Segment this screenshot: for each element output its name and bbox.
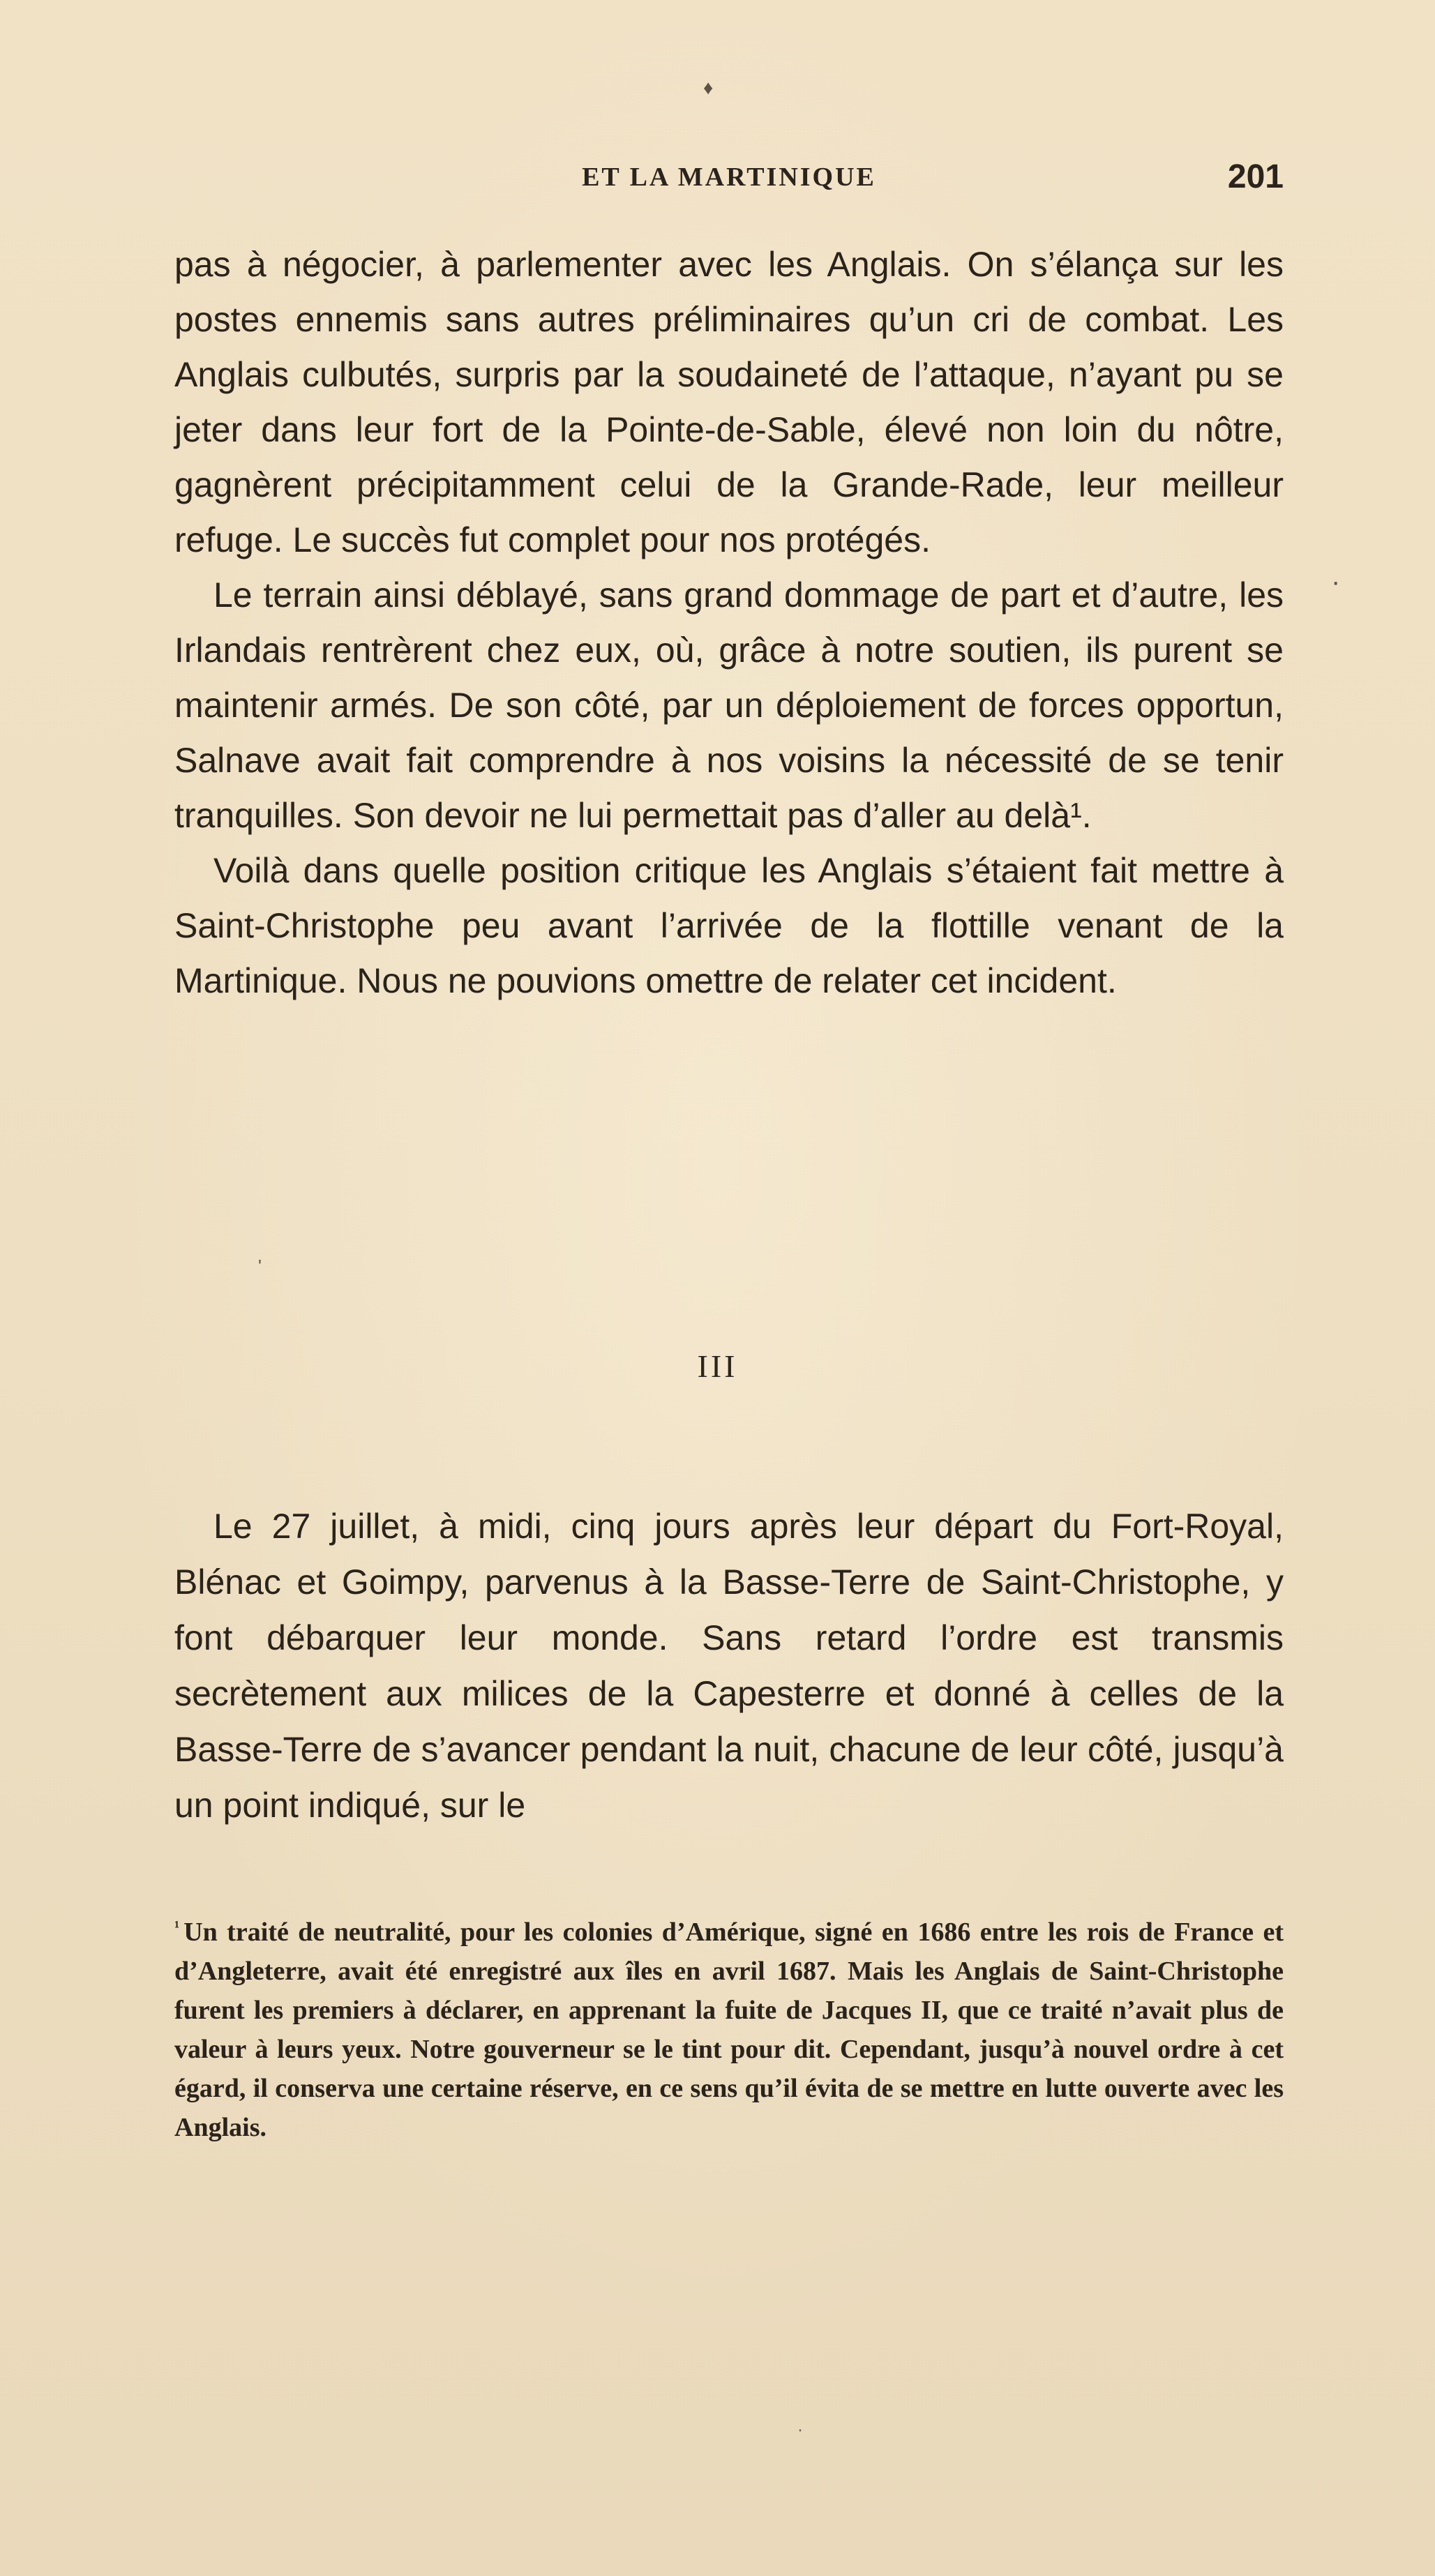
main-text bbox=[174, 237, 1284, 1009]
print-speck: ' bbox=[258, 1256, 262, 1276]
footnote-text: Un traité de neutralité, pour les colonies d’Amérique, signé en 1686 entre les rois de France et d’Angleterre, avait été enregistré aux îles en avril 1687. Mais les Anglais de Saint-Christophe furent les premiers à déclarer, en apprenant la fuite de Jacques II, que ce traité n’avait plus de valeur à leurs yeux. Notre gouverneur se le tint pour dit. Cependant, jusqu’à nouvel ordre à cet égard, il conserva une certaine réserve, en ce sens qu’il évita de se mettre en lutte ouverte avec les Anglais. bbox=[174, 1918, 1284, 2142]
paragraph-2: Le terrain ainsi déblayé, sans grand dommage de part et d’autre, les Irlandais rentrèrent chez eux, où, grâce à notre soutien, ils purent se maintenir armés. De son côté, par un déploiement de forces opportun, Salnave avait fait comprendre à nos voisins la nécessité de se tenir tranquilles. Son devoir ne lui permettait pas d’aller au delà¹. bbox=[174, 575, 1284, 835]
paragraph-1: pas à négocier, à parlementer avec les Anglais. On s’élança sur les postes ennemis sans autres préliminaires qu’un cri de combat. Les Anglais culbutés, surpris par la soudaineté de l’attaque, n’ayant pu se jeter dans leur fort de la Pointe-de-Sable, élevé non loin du nôtre, gagnèrent précipitamment celui de la Grande-Rade, leur meilleur refuge. Le succès fut complet pour nos protégés. bbox=[174, 245, 1284, 559]
section-paragraph-1: Le 27 juillet, à midi, cinq jours après leur départ du Fort-Royal, Blénac et Goimpy, parvenus à la Basse-Terre de Saint-Christophe, y font débarquer leur monde. Sans retard l’ordre est transmis secrètement aux milices de la Capesterre et donné à celles de la Basse-Terre de s’avancer pendant la nuit, chacune de leur côté, jusqu’à un point indiqué, sur le bbox=[174, 1507, 1284, 1825]
page-number: 201 bbox=[1227, 158, 1284, 195]
section-heading: III bbox=[697, 1348, 738, 1384]
footnote-marker: ¹ bbox=[174, 1918, 180, 1936]
section-text bbox=[174, 1498, 1284, 1833]
page-header bbox=[174, 158, 1284, 204]
running-title: ET LA MARTINIQUE bbox=[582, 163, 876, 192]
print-speck: · bbox=[1331, 566, 1341, 597]
print-speck: · bbox=[797, 2420, 803, 2439]
print-speck: ♦ bbox=[703, 77, 714, 98]
footnote bbox=[174, 1908, 1284, 2147]
paragraph-3: Voilà dans quelle position critique les Anglais s’étaient fait mettre à Saint-Christophe peu avant l’arrivée de la flottille venant de la Martinique. Nous ne pouvions omettre de relater cet incident. bbox=[174, 851, 1284, 1000]
